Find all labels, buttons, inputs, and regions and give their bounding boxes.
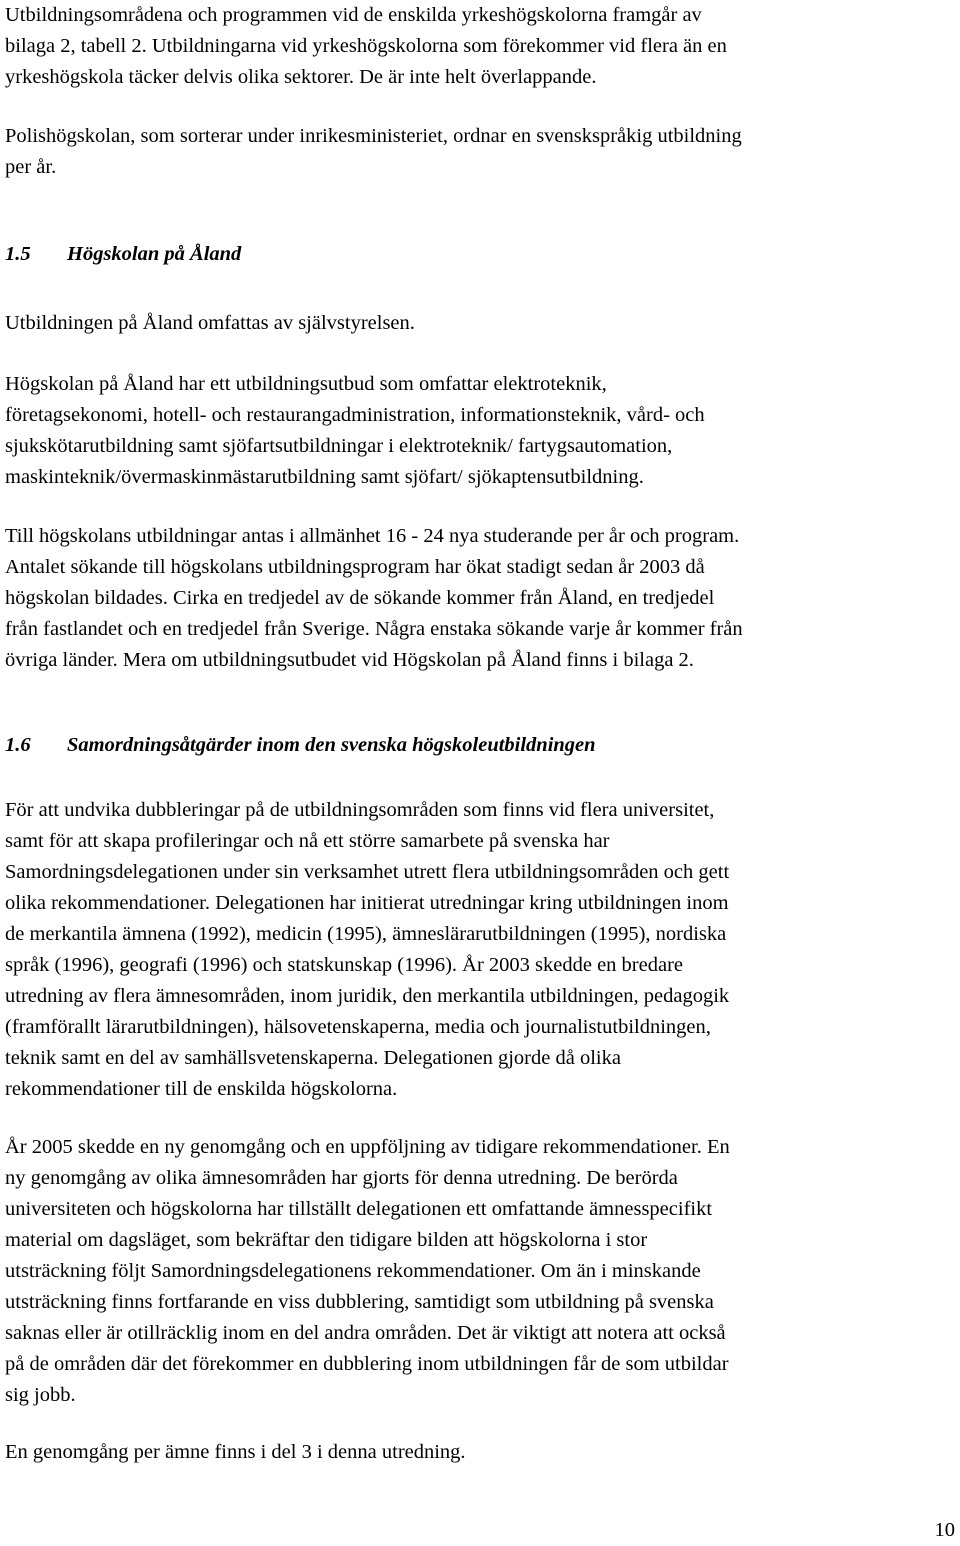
text-line: Utbildningen på Åland omfattas av självstyrelsen. [5, 312, 415, 334]
text-line: rekommendationer till de enskilda högskolorna. [5, 1078, 398, 1100]
text-line: För att undvika dubbleringar på de utbildningsområden som finns vid flera universitet, [5, 799, 715, 821]
text-line: språk (1996), geografi (1996) och statskunskap (1996). År 2003 skedde en bredare [5, 954, 684, 976]
section-heading-1-6 [5, 730, 596, 761]
text-line: sig jobb. [5, 1384, 76, 1406]
text-line: ny genomgång av olika ämnesområden har gjorts för denna utredning. De berörda [5, 1167, 678, 1189]
text-line: från fastlandet och en tredjedel från Sverige. Några enstaka sökande varje år kommer från [5, 618, 743, 640]
text-line: sjukskötarutbildning samt sjöfartsutbildningar i elektroteknik/ fartygsautomation, [5, 435, 673, 457]
paragraph-hogskolan-aland-utbud [5, 369, 705, 493]
section-title: Samordningsåtgärder inom den svenska högskoleutbildningen [67, 734, 596, 756]
paragraph-polishogskolan [5, 121, 742, 183]
paragraph-uppfoljning-2005 [5, 1132, 730, 1411]
section-number: 1.6 [5, 734, 31, 756]
text-line: på de områden där det förekommer en dubblering inom utbildningen får de som utbildar [5, 1353, 729, 1375]
page-number: 10 [934, 1519, 955, 1541]
text-line: material om dagsläget, som bekräftar den tidigare bilden att högskolorna i stor [5, 1229, 648, 1251]
paragraph-yrkeshogskolor [5, 0, 727, 93]
text-line: År 2005 skedde en ny genomgång och en uppföljning av tidigare rekommendationer. En [5, 1136, 730, 1158]
section-heading-1-5 [5, 239, 241, 270]
text-line: högskolan bildades. Cirka en tredjedel av de sökande kommer från Åland, en tredjedel [5, 587, 715, 609]
paragraph-antagning [5, 521, 743, 676]
paragraph-samordning [5, 795, 729, 1105]
text-line: Antalet sökande till högskolans utbildningsprogram har ökat stadigt sedan år 2003 då [5, 556, 705, 578]
text-line: per år. [5, 156, 57, 178]
text-line: Till högskolans utbildningar antas i allmänhet 16 - 24 nya studerande per år och program. [5, 525, 740, 547]
paragraph-hanvisning [5, 1437, 466, 1468]
section-title: Högskolan på Åland [67, 243, 242, 265]
text-line: bilaga 2, tabell 2. Utbildningarna vid yrkeshögskolorna som förekommer vid flera än en [5, 35, 727, 57]
text-line: utsträckning följt Samordningsdelegationens rekommendationer. Om än i minskande [5, 1260, 701, 1282]
text-line: saknas eller är otillräcklig inom en del andra områden. Det är viktigt att notera att också [5, 1322, 726, 1344]
text-line: yrkeshögskola täcker delvis olika sektorer. De är inte helt överlappande. [5, 66, 597, 88]
section-number: 1.5 [5, 243, 31, 265]
paragraph-sjalvstyrelse [5, 308, 415, 339]
text-line: Samordningsdelegationen under sin verksamhet utrett flera utbildningsområden och gett [5, 861, 730, 883]
text-line: universiteten och högskolorna har tillställt delegationen ett omfattande ämnesspecifikt [5, 1198, 713, 1220]
text-line: maskinteknik/övermaskinmästarutbildning samt sjöfart/ sjökaptensutbildning. [5, 466, 644, 488]
text-line: de merkantila ämnena (1992), medicin (1995), ämneslärarutbildningen (1995), nordiska [5, 923, 727, 945]
text-line: olika rekommendationer. Delegationen har initierat utredningar kring utbildningen inom [5, 892, 729, 914]
text-line: Utbildningsområdena och programmen vid de enskilda yrkeshögskolorna framgår av [5, 4, 702, 26]
text-line: företagsekonomi, hotell- och restaurangadministration, informationsteknik, vård- och [5, 404, 705, 426]
text-line: En genomgång per ämne finns i del 3 i denna utredning. [5, 1441, 466, 1463]
text-line: teknik samt en del av samhällsvetenskaperna. Delegationen gjorde då olika [5, 1047, 621, 1069]
text-line: samt för att skapa profileringar och nå ett större samarbete på svenska har [5, 830, 610, 852]
text-line: (framförallt lärarutbildningen), hälsovetenskaperna, media och journalistutbildningen, [5, 1016, 711, 1038]
text-line: utredning av flera ämnesområden, inom juridik, den merkantila utbildningen, pedagogik [5, 985, 730, 1007]
text-line: utsträckning finns fortfarande en viss dubblering, samtidigt som utbildning på svenska [5, 1291, 714, 1313]
text-line: Polishögskolan, som sorterar under inrikesministeriet, ordnar en svenskspråkig utbildning [5, 125, 742, 147]
text-line: övriga länder. Mera om utbildningsutbudet vid Högskolan på Åland finns i bilaga 2. [5, 649, 694, 671]
text-line: Högskolan på Åland har ett utbildningsutbud som omfattar elektroteknik, [5, 373, 607, 395]
